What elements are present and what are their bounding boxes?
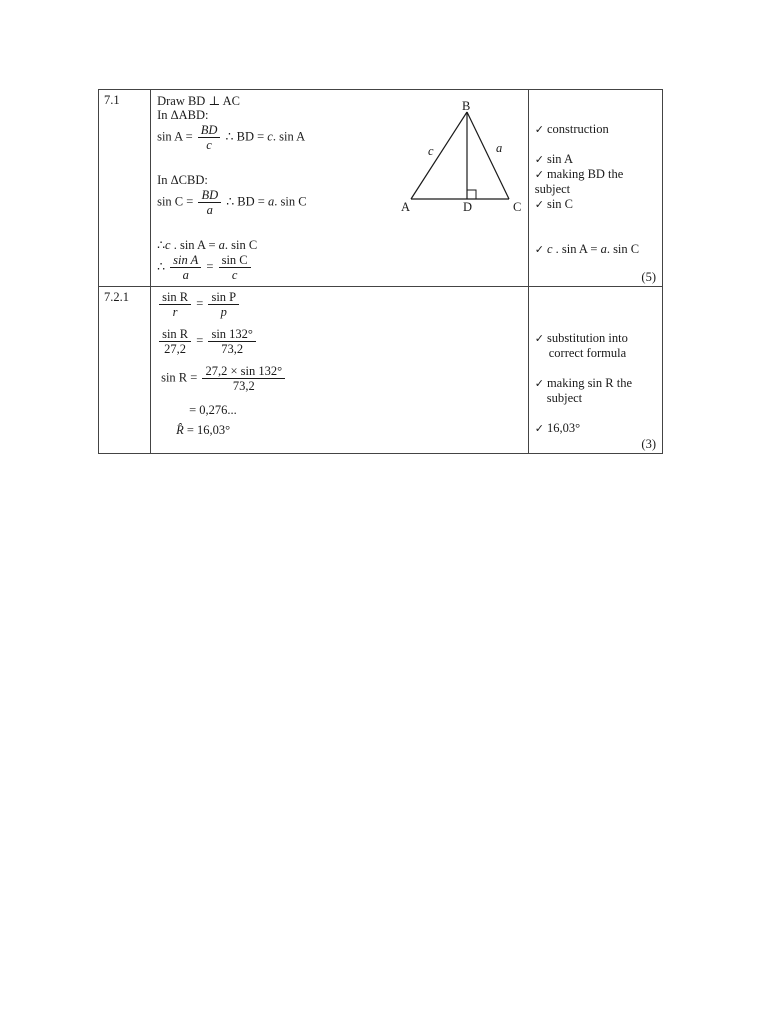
tick-icon: ✓ (534, 153, 544, 166)
table-row-7-2-1 (99, 287, 663, 454)
mark-construction: ✓ construction (534, 122, 609, 136)
score-total: (5) (641, 270, 656, 284)
tick-icon: ✓ (534, 332, 544, 345)
vertex-c-label: C (513, 200, 522, 213)
side-c-label: c (428, 144, 434, 158)
fraction: $\frac{\text{sin R}}{27,2}$ (159, 327, 191, 356)
solution-cell (151, 90, 529, 287)
fraction: $\frac{\text{sin C}}{c}$ (219, 253, 251, 282)
triangle-abd-heading: In ΔABD: (157, 108, 209, 122)
memorandum-table (98, 89, 663, 454)
sin-a-equation: sin A = $\frac{BD}{c}$ ∴ BD = c. sin A (157, 123, 306, 152)
mark-answer: ✓ 16,03° (534, 421, 581, 435)
table-row-7-1 (99, 90, 663, 287)
side-ab (411, 112, 467, 199)
marks-cell (528, 287, 662, 454)
mark-making-bd-subject: ✓ making BD the (534, 167, 624, 181)
tick-icon: ✓ (534, 198, 544, 211)
substitution-step: $\frac{\text{sin R}}{27,2}$ = $\frac{\sin 132^\circ}{73,2}$ (157, 327, 258, 356)
tick-icon: ✓ (534, 377, 544, 390)
triangle-cbd-heading: In ΔCBD: (157, 173, 208, 187)
marks-cell (528, 90, 662, 287)
mark-subject-text: subject (534, 182, 571, 196)
fraction: $\frac{\sin 132^\circ}{73,2}$ (208, 327, 255, 356)
question-number-cell (99, 90, 151, 287)
score-total: (3) (641, 437, 656, 451)
side-a-label: a (496, 141, 503, 155)
fraction: $\frac{\text{sin R}}{r}$ (159, 290, 191, 319)
fraction: $\frac{BD}{c}$ (198, 123, 221, 152)
vertex-d-label: D (463, 200, 473, 213)
mark-equate: ✓ c . sin A = a. sin C (534, 242, 640, 256)
mark-substitution: ✓ substitution into (534, 331, 628, 345)
side-bc (467, 112, 509, 199)
fraction: $\frac{BD}{a}$ (198, 188, 221, 217)
question-number: 7.1 (104, 93, 120, 107)
question-number-cell (99, 287, 151, 454)
sine-rule-formula: $\frac{\text{sin R}}{r}$ = $\frac{\text{sin P}}{p}$ (157, 290, 241, 319)
question-number: 7.2.1 (104, 290, 129, 304)
sin-c-equation: sin C = $\frac{BD}{a}$ ∴ BD = a. sin C (157, 188, 307, 217)
mark-sin-a: ✓ sin A (534, 152, 574, 166)
vertex-a-label: A (401, 200, 411, 213)
fraction: $\frac{\text{sin A}}{a}$ (170, 253, 201, 282)
sin-r-value: = 0,276... (189, 403, 237, 417)
fraction: $\frac{27,2 \times \sin 132^\circ}{73,2}$ (202, 364, 285, 393)
mark-making-sin-r-subject: ✓ making sin R the (534, 376, 633, 390)
triangle-diagram (381, 98, 526, 213)
right-angle-marker (467, 190, 476, 199)
tick-icon: ✓ (534, 422, 544, 435)
mark-sin-c: ✓ sin C (534, 197, 574, 211)
tick-icon: ✓ (534, 168, 544, 181)
tick-icon: ✓ (534, 123, 544, 136)
sine-rule-result: ∴ $\frac{\text{sin A}}{a}$ = $\frac{\text{sin C}}{c}$ (157, 253, 253, 282)
equate-step: ∴c . sin A = a. sin C (157, 238, 258, 252)
mark-subject-text: subject (546, 391, 583, 405)
construction-step: Draw BD ⊥ AC (157, 94, 241, 108)
solution-cell (151, 287, 529, 454)
vertex-b-label: B (462, 99, 471, 113)
fraction: $\frac{\text{sin P}}{p}$ (208, 290, 239, 319)
sin-r-subject-step: sin R = $\frac{27,2 \times \sin 132^\circ}{73,2}$ (161, 364, 287, 393)
mark-correct-formula: correct formula (548, 346, 627, 360)
tick-icon: ✓ (534, 243, 544, 256)
angle-r-answer: R̂ = 16,03° (176, 423, 231, 437)
